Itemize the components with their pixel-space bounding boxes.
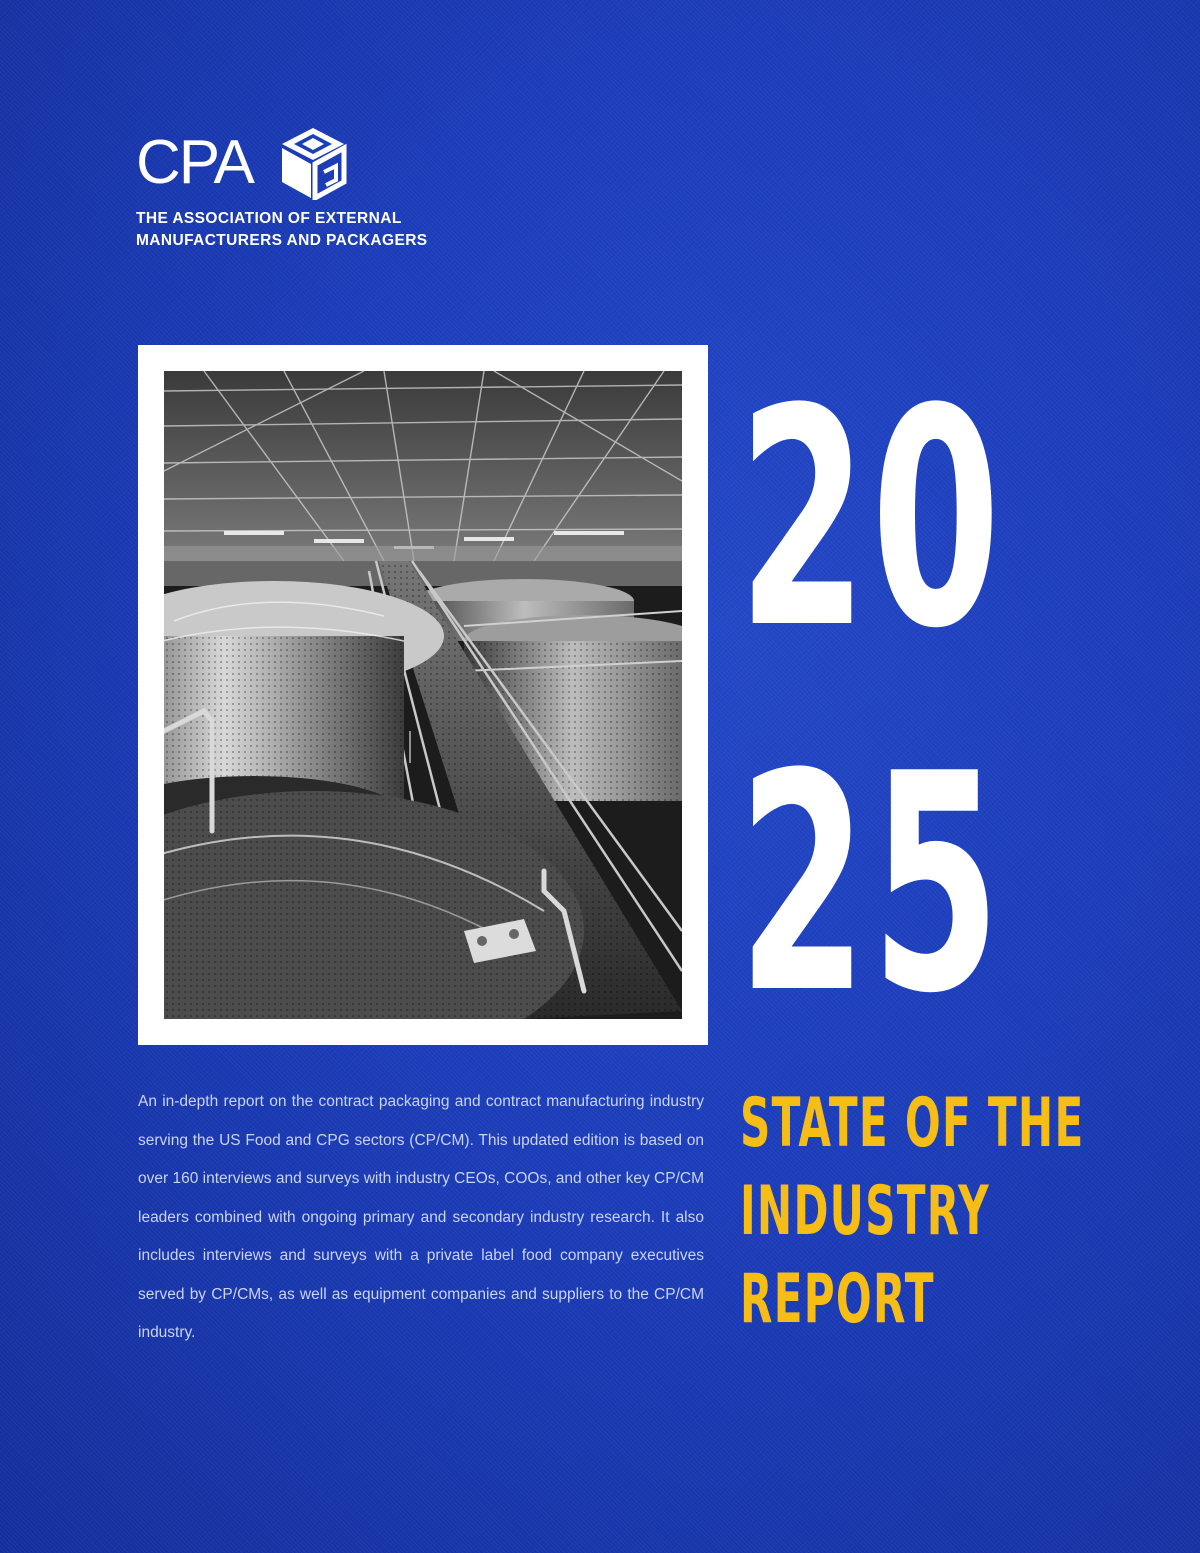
logo-tagline-line1: THE ASSOCIATION OF EXTERNAL [136,210,402,227]
report-title [740,1080,1087,1344]
report-title-line1: STATE OF THE [740,1084,1085,1163]
year-top-digits: 20 [738,350,1005,690]
year-bottom-digits: 25 [738,715,1005,1055]
logo-tagline [136,208,428,252]
factory-tanks-photo [164,371,682,1019]
logo-wordmark: CPA [136,128,253,197]
cube-mark-icon [278,126,348,200]
factory-tanks-illustration [164,371,682,1019]
report-description: An in-depth report on the contract packaging and contract manufacturing industry serving the US Food and CPG sectors (CP/CM). This updated edition is based on over 160 interviews and surveys with industry CEOs, COOs, and other key CP/CM leaders combined with ongoing primary and secondary industry research. It also includes interviews and surveys with a private label food company executives served by CP/CMs, as well as equipment companies and suppliers to the CP/CM industry. [138,1093,704,1341]
cover-photo-frame [138,345,708,1045]
report-title-line3: REPORT [740,1260,935,1339]
logo-tagline-line2: MANUFACTURERS AND PACKAGERS [136,232,428,249]
report-title-line2: INDUSTRY [740,1172,990,1251]
cpa-logo [136,126,476,256]
